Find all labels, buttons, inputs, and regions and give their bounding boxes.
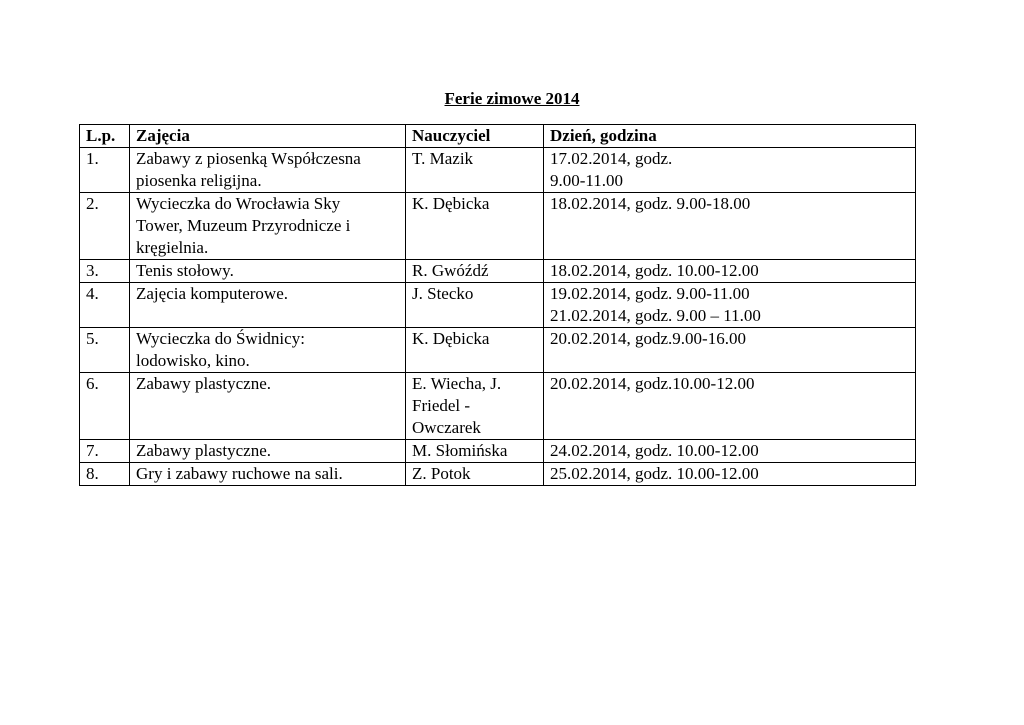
cell-lp: 5. [80,328,130,373]
cell-lp: 7. [80,440,130,463]
cell-zajecia-line: Zabawy plastyczne. [136,441,271,460]
cell-nauczyciel [406,283,544,328]
table-row [80,148,916,193]
cell-dzien-godzina-line: 9.00-11.00 [550,171,624,190]
cell-dzien-godzina [544,463,916,486]
cell-zajecia-line: piosenka religijna. [136,171,262,190]
cell-zajecia-line: kręgielnia. [136,238,209,257]
cell-zajecia-line: Wycieczka do Świdnicy: [136,329,305,348]
cell-lp: 2. [80,193,130,260]
cell-zajecia-line: Tenis stołowy. [136,261,234,280]
page-title [0,88,1024,110]
cell-zajecia-line: Tower, Muzeum Przyrodnicze i [136,216,351,235]
cell-zajecia-line: lodowisko, kino. [136,351,250,370]
cell-zajecia [130,440,406,463]
cell-zajecia [130,148,406,193]
cell-dzien-godzina [544,328,916,373]
cell-nauczyciel [406,148,544,193]
cell-lp: 3. [80,260,130,283]
cell-nauczyciel-line: Friedel - [412,396,471,415]
cell-dzien-godzina-line: 21.02.2014, godz. 9.00 – 11.00 [550,306,761,325]
cell-nauczyciel-line: Owczarek [412,418,481,437]
table-row [80,260,916,283]
cell-dzien-godzina-line: 24.02.2014, godz. 10.00-12.00 [550,441,759,460]
cell-dzien-godzina [544,373,916,440]
schedule-table [79,124,916,486]
cell-dzien-godzina [544,260,916,283]
cell-zajecia-line: Zabawy plastyczne. [136,374,271,393]
cell-zajecia-line: Zabawy z piosenką Współczesna [136,149,361,168]
cell-nauczyciel [406,440,544,463]
cell-dzien-godzina-line: 20.02.2014, godz.9.00-16.00 [550,329,746,348]
header-lp: L.p. [80,125,130,148]
cell-nauczyciel-line: R. Gwóźdź [412,261,489,280]
cell-nauczyciel-line: Z. Potok [412,464,471,483]
cell-zajecia-line: Zajęcia komputerowe. [136,284,288,303]
cell-dzien-godzina [544,148,916,193]
cell-dzien-godzina-line: 25.02.2014, godz. 10.00-12.00 [550,464,759,483]
cell-zajecia-line: Gry i zabawy ruchowe na sali. [136,464,343,483]
cell-dzien-godzina-line: 20.02.2014, godz.10.00-12.00 [550,374,755,393]
cell-nauczyciel-line: E. Wiecha, J. [412,374,502,393]
cell-nauczyciel [406,260,544,283]
table-body [80,148,916,486]
cell-lp: 1. [80,148,130,193]
table-row [80,373,916,440]
cell-nauczyciel-line: J. Stecko [412,284,474,303]
cell-nauczyciel-line: K. Dębicka [412,329,490,348]
cell-zajecia [130,193,406,260]
table-row [80,283,916,328]
cell-dzien-godzina [544,283,916,328]
cell-nauczyciel [406,373,544,440]
cell-nauczyciel-line: T. Mazik [412,149,474,168]
cell-dzien-godzina-line: 17.02.2014, godz. [550,149,673,168]
cell-zajecia [130,463,406,486]
header-row [80,125,916,148]
table-row [80,440,916,463]
cell-zajecia [130,260,406,283]
cell-dzien-godzina [544,440,916,463]
page-title-text: Ferie zimowe 2014 [444,89,580,108]
cell-zajecia-line: Wycieczka do Wrocławia Sky [136,194,341,213]
cell-dzien-godzina-line: 19.02.2014, godz. 9.00-11.00 [550,284,750,303]
cell-nauczyciel [406,463,544,486]
cell-dzien-godzina [544,193,916,260]
cell-nauczyciel-line: M. Słomińska [412,441,508,460]
cell-zajecia [130,283,406,328]
cell-nauczyciel [406,193,544,260]
table-header [80,125,916,148]
cell-lp: 8. [80,463,130,486]
cell-zajecia [130,373,406,440]
table-row [80,328,916,373]
table-row [80,193,916,260]
cell-lp: 6. [80,373,130,440]
cell-nauczyciel-line: K. Dębicka [412,194,490,213]
cell-nauczyciel [406,328,544,373]
cell-dzien-godzina-line: 18.02.2014, godz. 9.00-18.00 [550,194,751,213]
cell-lp: 4. [80,283,130,328]
header-zajecia: Zajęcia [130,125,406,148]
cell-dzien-godzina-line: 18.02.2014, godz. 10.00-12.00 [550,261,759,280]
header-nauczyciel: Nauczyciel [406,125,544,148]
table-row [80,463,916,486]
cell-zajecia [130,328,406,373]
header-dzien-godzina: Dzień, godzina [544,125,916,148]
